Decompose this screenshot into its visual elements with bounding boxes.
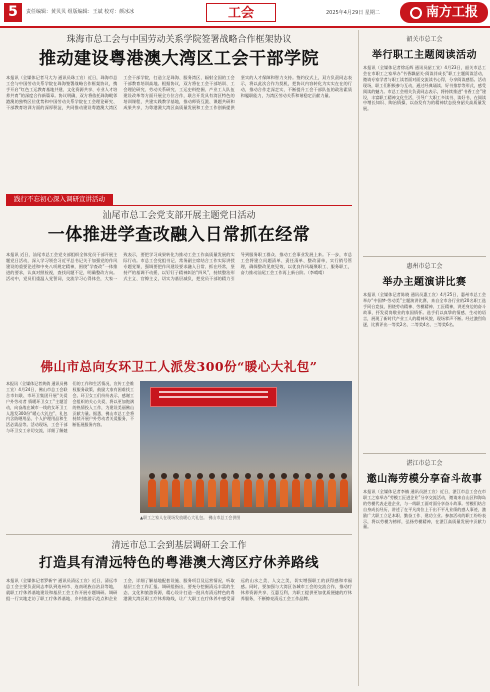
- sidebar-body: 本报讯（全媒体记者徐珏辉 通讯员韶工宣）4月23日，韶关市总工会在市职工之家举办“书香飘韶关·阅读伴成长”职工主题阅读活动，邀请专家学者与职工读者面对面交流读书心得，分享阅读感悟。活动现场，职工们积极参与互动，通过经典诵读、好书推荐等形式，感受阅读的魅力。市总工会相关负责同志表示，将持续推进“书香工会”建设，丰富职工精神文化生活，引导广大职工多读书、读好书，在阅读中增长知识、陶冶情操，以奋发有为的精神状态投身韶关高质量发展。: [363, 65, 486, 112]
- article-body: 本报讯（全媒体记者马大为 通讯员珠工宣）近日，珠海市总工会与中国劳动关系学院在珠海签署战略合作框架协议，携手开启“红色工运教育基地共建、文化资源共享、专业人才培养共育”的深度合作新篇章。协议明确，双方将依托珠海毗邻港澳的独特区位优势和中国劳动关系学院在工会理论研究、干部教育培训方面的深厚积淀，共同推动建设粤港澳大湾区工会干部学院，打造立足珠海、服务湾区、辐射全国的工会干部教育培训高地。根据协议，双方将在工会干部培训、工会理论研究、劳动关系研究、工运史料挖掘、产业工人队伍建设改革等方面开展全方位合作，联合开发具有湾区特色的培训课程，共建实践教学基地，推动师资互派、课题共研和成果共享，为粤港澳大湾区高质量发展和工会工作创新提供坚实的人才保障和智力支持。签约仪式上，双方负责同志表示，将以此次合作为契机，把协议内容转化为实实在在的行动，推动合作走深走实，不断提升工会干部队伍的政治素质和履职能力，为湾区劳动关系和谐稳定贡献力量。: [6, 75, 352, 111]
- article-headline: 佛山市总向女环卫工人派发300份“暖心大礼包”: [40, 359, 318, 374]
- sidebar-subtitle: 湛江市总工会: [406, 460, 443, 467]
- article-subtitle: 汕尾市总工会党支部开展主题党日活动: [102, 211, 256, 221]
- article-body: 本报讯 近日，汕尾市总工会党支部组织全体党员干部开展主题党日活动，深入学习领会习近平总书记关于加强党的作风建设的重要论述和中央八项规定精神，围绕“学查改”一体推进的要求，认真对照检视，查找问题不足，明确整改方向。活动中，党员们重温入党誓词，交流学习心得体会，大家一致表示，要把学习成果转化为推动工会工作高质量发展的实际行动。市总工会党组书记、常务副主席结合工作实际讲授专题党课，强调要把作风建设要求融入日常、抓在经常，坚持严的基调不动摇，以钉钉子精神纠治“四风”，持续整治形式主义、官僚主义，切实为基层减负，把党员干部的精力引导到服务职工群众、推动工会事业发展上来。下一步，市总工会将建立问题清单、责任清单、整改清单，实行销号管理，确保整改见底见效，以优良作风凝聚职工、服务职工，奋力推动汕尾工会工作再上新台阶。（李晴晴）: [6, 252, 352, 282]
- sidebar-headline: 举行职工主题阅读活动: [372, 50, 477, 61]
- main-column: [6, 30, 352, 692]
- divider: [6, 534, 352, 535]
- article-headline: 推动建设粤港澳大湾区工会干部学院: [39, 49, 319, 69]
- banner-label: 践行不忘初心深入调研宣讲活动: [6, 194, 113, 205]
- sidebar-headline: 举办主题演讲比赛: [382, 277, 467, 288]
- sidebar-subtitle: 韶关市总工会: [406, 36, 443, 43]
- article-subtitle: 清远市总工会到基层调研工会工作: [111, 541, 247, 551]
- sidebar-article-huizhou: [363, 257, 486, 453]
- sidebar-body: 本报讯（全媒体记者李楠 通讯员湛工宣）近日，湛江市总工会在市职工之家举办“劳模工匠进企业”分享交流活动，邀请来自山区和海岛的劳模代表走进企业，与一线职工面对面分享奋斗故事。劳模们结合自身成长经历，讲述了在平凡岗位上干出不平凡业绩的感人事迹，激励广大职工立足本职、勤奋工作、建功立业。参加活动的职工纷纷表示，将以劳模为榜样，弘扬劳模精神，在湛江高质量发展中贡献力量。: [363, 489, 486, 530]
- article-headline: 一体推进学查改融入日常抓在经常: [47, 225, 311, 245]
- article-headline: 打造具有清远特色的粤港澳大湾区疗休养路线: [39, 555, 319, 571]
- newspaper-logo: [400, 2, 488, 23]
- article-qingyuan: [6, 540, 352, 692]
- event-banner-sign: [150, 387, 277, 407]
- article-zhuhai: [6, 34, 352, 186]
- article-foshan: [6, 358, 352, 534]
- sidebar-body: 本报讯（全媒体记者陈晓 通讯员惠工宣）4月25日，惠州市总工会举办“中国梦·劳动美”主题演讲比赛，来自全市各行业的20名职工选手同台竞技，围绕劳动精神、劳模精神、工匠精神，讲述身边的奋斗故事，抒发爱岗敬业的家国情怀。选手们以真挚的情感、生动的语言，展现了新时代产业工人的精神风貌，现场掌声不断。经过激烈角逐，比赛评出一等奖2名、二等奖4名、三等奖6名。: [363, 292, 486, 327]
- editor-credits: 责任编辑：黄贝贝 组版编辑：王斌 校对：颜冰冰: [26, 9, 135, 15]
- section-label: 工会: [206, 3, 276, 22]
- sidebar-article-shaoguan: [363, 30, 486, 256]
- issue-date: 2025年4月29日 星期二: [326, 10, 380, 16]
- article-body: 本报讯（全媒体记者黄倩 通讯员佛工宣）4月24日，佛山市总工会联合市妇联、市环卫集团开展“关爱户外劳动者 情暖环卫女工”主题活动，向奋战在城市一线的女环卫工人派发300份“暖心大礼包”，礼包内含防晒用品、个人护理用品和生活必需品等。活动现场，工会干部与环卫女工亲切交流，详细了解她们的工作和生活情况，宣传工会维权服务政策，鼓励大家有困难找工会。环卫女工们纷纷表示，感谢工会组织的关心关爱，将以更加饱满的热情投入工作，为建设美丽佛山贡献力量。据悉，佛山市总工会将持续开展户外劳动者关爱服务，不断拓展服务内容。: [6, 381, 134, 434]
- sidebar: [358, 30, 486, 686]
- article-subtitle: 珠海市总工会与中国劳动关系学院签署战略合作框架协议: [66, 35, 292, 45]
- page-header: [0, 0, 490, 28]
- logo-text: 南方工报: [425, 5, 478, 20]
- photo-caption: ▲职工之家人在现场发放暖心大礼包。 佛山市总工会供图: [140, 515, 241, 520]
- volunteers-photo: [140, 381, 352, 513]
- sidebar-subtitle: 惠州市总工会: [406, 263, 443, 270]
- sidebar-article-zhanjiang: [363, 454, 486, 682]
- section-banner: [6, 186, 352, 206]
- logo-mark-icon: [410, 7, 422, 19]
- page-number: 5: [4, 3, 22, 22]
- article-shanwei: [6, 186, 352, 356]
- people-group: [144, 469, 348, 507]
- article-body: 本报讯（全媒体记者罗新宇 通讯员清远工宣）近日，清远市总工会主要负责同志率队到连州市、连南瑶族自治县等地，就职工疗休养基地建设和基层工会工作开展专题调研。调研组一行实地走访了职工疗休养基地、乡村旅游示范点和企业工会，详细了解基地配套设施、服务项目及运营情况，听取基层工会工作汇报。调研组指出，要充分挖掘清远丰富的生态、文化和旅游资源，精心设计打造一批具有清远特色的粤港澳大湾区职工疗休养路线，让广大职工在疗休养中感受清远的山水之美、人文之美，切实增强职工的获得感和幸福感。同时，要加强与大湾区各城市工会的交流合作，推动疗休养资源共享、互惠互利，为职工提供更加优质便捷的疗休养服务，不断擦亮清远工会工作品牌。: [6, 578, 352, 602]
- sidebar-headline: 邀山海劳模分享奋斗故事: [366, 474, 483, 485]
